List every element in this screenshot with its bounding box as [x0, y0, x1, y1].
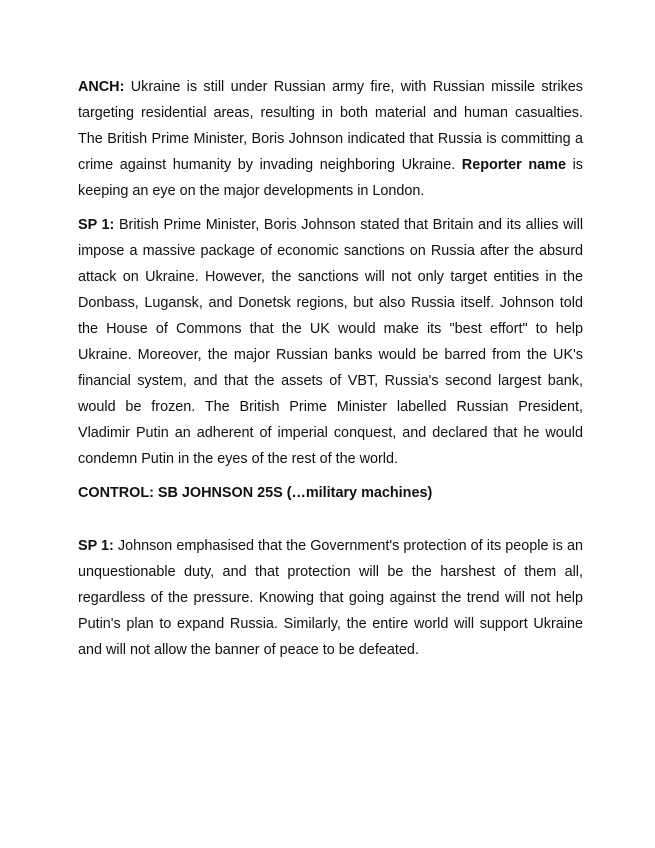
anchor-text: Ukraine is still under Russian army fire, with Russian missile strikes targeting residential areas, resulting in both material and human casualties. The British Prime Minister, Boris Johnson indicated that Russia is committing a crime against humanity by invading neighboring Ukraine.: [78, 79, 583, 173]
anchor-label: ANCH:: [78, 79, 125, 95]
anchor-text-continued: is keeping an eye on the major developments in London.: [78, 157, 583, 199]
control-cue: CONTROL: SB JOHNSON 25S (…military machines): [78, 485, 433, 501]
anchor-paragraph: [78, 74, 583, 204]
reporter-name: Reporter name: [461, 157, 566, 173]
speaker-text-second: Johnson emphasised that the Government's protection of its people is an unquestionable duty, and that protection will be the harshest of them all, regardless of the pressure. Knowing that going against the trend will not help Putin's plan to expand Russia. Similarly, the entire world will support Ukraine and will not allow the banner of peace to be defeated.: [78, 538, 583, 658]
speaker-label-first: SP 1:: [78, 217, 115, 233]
document-body: [78, 74, 583, 663]
speaker-paragraph-second: [78, 533, 583, 663]
speaker-text-first: British Prime Minister, Boris Johnson stated that Britain and its allies will impose a massive package of economic sanctions on Russia after the absurd attack on Ukraine. However, the sanctions will not only target entities in the Donbass, Lugansk, and Donetsk regions, but also Russia itself. Johnson told the House of Commons that the UK would make its "best effort" to help Ukraine. Moreover, the major Russian banks would be barred from the UK's financial system, and that the assets of VBT, Russia's second largest bank, would be frozen. The British Prime Minister labelled Russian President, Vladimir Putin an adherent of imperial conquest, and declared that he would condemn Putin in the eyes of the rest of the world.: [78, 217, 584, 467]
speaker-label-second: SP 1:: [78, 538, 114, 554]
speaker-paragraph-first: [78, 212, 583, 472]
